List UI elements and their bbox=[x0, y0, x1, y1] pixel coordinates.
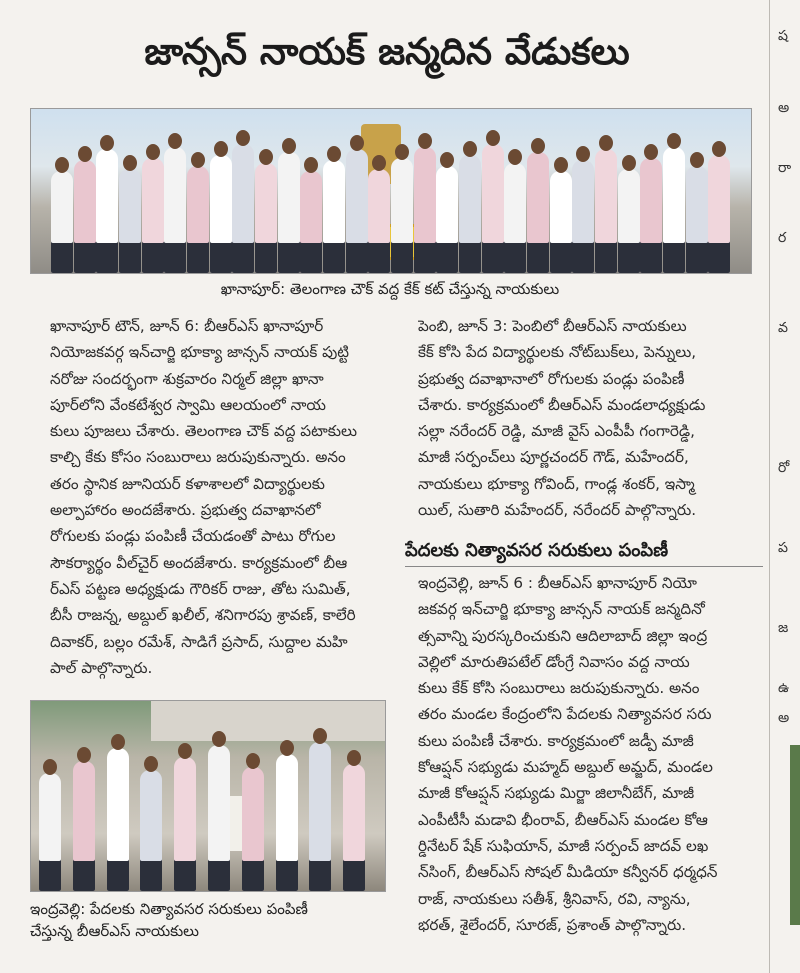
person-head bbox=[347, 750, 361, 766]
person-figure bbox=[618, 169, 640, 273]
person-figure bbox=[107, 748, 129, 891]
edge-glyph: రో bbox=[778, 460, 790, 476]
article-line: కులు కేక్ కోసి సంబురాలు జరుపుకున్నారు. అనం bbox=[418, 679, 700, 698]
article-line: త్సవాన్ని పురస్కరించుకుని ఆదిలాబాద్ జిల్లా ఇంద్ర bbox=[418, 626, 708, 645]
person-figure bbox=[142, 158, 164, 273]
person-head bbox=[282, 138, 296, 154]
person-figure bbox=[208, 745, 230, 891]
article-line: రాజ్, నాయకులు సతీశ్, శ్రీనివాస్, రవి, న్యాను, bbox=[418, 889, 691, 908]
person-head bbox=[259, 149, 273, 165]
person-head bbox=[146, 144, 160, 160]
person-figure bbox=[73, 761, 95, 891]
article-line: పూర్‌లోని వేంకటేశ్వర స్వామి ఆలయంలో నాయ bbox=[50, 395, 326, 414]
left-column-article bbox=[50, 313, 400, 681]
article-line: సల్లా నరేందర్ రెడ్డి, మాజీ వైస్ ఎంపీపీ గంగారెడ్డి, bbox=[418, 422, 695, 441]
edge-glyph: జ bbox=[778, 620, 789, 636]
edge-glyph: అ bbox=[778, 100, 790, 116]
person-head bbox=[144, 756, 158, 772]
person-head bbox=[644, 144, 658, 160]
person-head bbox=[667, 133, 681, 149]
person-figure bbox=[51, 171, 73, 273]
person-head bbox=[554, 157, 568, 173]
article-line: ప్రభుత్వ దవాఖానాలో రోగులకు పండ్లు పంపిణీ bbox=[418, 369, 685, 388]
person-head bbox=[486, 130, 500, 146]
person-head bbox=[622, 155, 636, 171]
article-line: తరం స్థానిక జూనియర్ కళాశాలలో విద్యార్థులకు bbox=[50, 474, 325, 493]
person-figure bbox=[309, 742, 331, 891]
person-head bbox=[440, 152, 454, 168]
person-figure bbox=[708, 155, 730, 273]
right-column-article-pembi bbox=[418, 313, 763, 523]
article-line: వెల్లిలో మారుతిపటేల్ డోంగ్రే నివాసం వద్ద నాయ bbox=[418, 652, 690, 671]
person-head bbox=[214, 141, 228, 157]
person-figure bbox=[343, 764, 365, 891]
person-figure bbox=[414, 147, 436, 273]
edge-glyph: ర bbox=[778, 230, 787, 246]
person-figure bbox=[300, 171, 322, 273]
person-figure bbox=[232, 144, 254, 273]
person-head bbox=[712, 141, 726, 157]
person-head bbox=[77, 747, 91, 763]
person-figure bbox=[39, 773, 61, 891]
top-photo-caption: ఖానాపూర్: తెలంగాణ చౌక్ వద్ద కేక్ కట్ చేస్తున్న నాయకులు bbox=[220, 280, 560, 298]
person-figure bbox=[436, 166, 458, 273]
person-head bbox=[280, 740, 294, 756]
article-line: రోగులకు పండ్లు పంపిణీ చేయడంతో పాటు రోగుల bbox=[50, 527, 336, 546]
person-head bbox=[191, 152, 205, 168]
article-line: తరం మండల కేంద్రంలోని పేదలకు నిత్యావసర సరు bbox=[418, 705, 712, 724]
tent-canopy bbox=[151, 701, 385, 741]
person-figure bbox=[595, 149, 617, 273]
article-line: ఎంపీటీసీ మడావి భీంరావ్, బీఆర్ఎస్ మండల కోఆ bbox=[418, 810, 708, 829]
person-head bbox=[372, 155, 386, 171]
person-figure bbox=[255, 163, 277, 273]
person-head bbox=[236, 130, 250, 146]
top-photo bbox=[30, 108, 752, 274]
adjacent-photo-edge bbox=[790, 745, 800, 925]
person-head bbox=[43, 759, 57, 775]
article-line: నియోజకవర్గ ఇన్‌చార్జి భూక్యా జాన్సన్ నాయక్ పుట్టి bbox=[50, 343, 349, 362]
article-line: కోఆప్షన్ సభ్యుడు మహ్మద్ అబ్దుల్ అమ్జద్, మండల bbox=[418, 758, 713, 777]
person-head bbox=[690, 152, 704, 168]
person-figure bbox=[74, 160, 96, 273]
article-line: మాజీ సర్పంచ్‌లు పూర్ణచందర్ గౌడ్, మహేందర్, bbox=[418, 448, 689, 467]
person-head bbox=[395, 144, 409, 160]
article-line: అల్పాహారం అందజేశారు. ప్రభుత్వ దవాఖానలో bbox=[50, 501, 321, 520]
person-head bbox=[418, 133, 432, 149]
article-line: ర్ఎస్ పట్టణ అధ్యక్షుడు గౌరికర్ రాజు, తోట సుమిత్, bbox=[50, 579, 351, 598]
person-figure bbox=[686, 166, 708, 273]
article-line: కులు పంపిణీ చేశారు. కార్యక్రమంలో జడ్పీ మాజీ bbox=[418, 731, 694, 750]
bottom-photo bbox=[30, 700, 386, 892]
person-figure bbox=[96, 149, 118, 273]
right-column-article-indravelli bbox=[418, 570, 763, 938]
caption-line: ఇంద్రవెల్లి: పేదలకు నిత్యావసర సరుకులు పంపిణీ bbox=[30, 900, 308, 918]
person-figure bbox=[346, 149, 368, 273]
person-head bbox=[78, 146, 92, 162]
article-line: కులు పూజలు చేశారు. తెలంగాణ చౌక్ వద్ద పటాకులు bbox=[50, 422, 357, 441]
person-figure bbox=[527, 152, 549, 273]
person-figure bbox=[663, 147, 685, 273]
person-head bbox=[350, 135, 364, 151]
person-figure bbox=[140, 770, 162, 891]
person-head bbox=[531, 138, 545, 154]
article-line: ర్డినేటర్ షేక్ సుఫియాన్, మాజీ సర్పంచ్ జాదవ్ లఖ bbox=[418, 836, 709, 855]
person-figure bbox=[640, 158, 662, 273]
person-figure bbox=[550, 171, 572, 273]
edge-glyph: రా bbox=[778, 160, 792, 176]
article-line: ఇంద్రవెల్లి, జూన్ 6 : బీఆర్ఎస్ ఖానాపూర్ నియో bbox=[418, 574, 697, 592]
person-figure bbox=[368, 169, 390, 273]
article-line: చేశారు. కార్యక్రమంలో బీఆర్ఎస్ మండలాధ్యక్షుడు bbox=[418, 395, 706, 414]
edge-glyph: అ bbox=[778, 710, 790, 726]
article-line: మాజీ కోఆప్షన్ సభ్యుడు మిర్జా జిలానీబేగ్, మాజీ bbox=[418, 784, 695, 803]
person-figure bbox=[174, 757, 196, 891]
person-figure bbox=[391, 158, 413, 273]
article-line: యిల్, సుతారి మహేందర్, నరేందర్ పాల్గొన్నారు. bbox=[418, 501, 697, 520]
edge-glyph: ష bbox=[778, 28, 788, 44]
person-figure bbox=[119, 169, 141, 273]
article-line: భరత్, శైలేందర్, సూరజ్, ప్రశాంత్ పాల్గొన్నారు. bbox=[418, 915, 687, 934]
person-figure bbox=[323, 160, 345, 273]
person-figure bbox=[482, 144, 504, 273]
person-head bbox=[304, 157, 318, 173]
article-line: ఖానాపూర్ టౌన్, జూన్ 6: బీఆర్ఎస్ ఖానాపూర్ bbox=[50, 317, 324, 335]
person-figure bbox=[276, 754, 298, 891]
person-figure bbox=[504, 163, 526, 273]
person-head bbox=[246, 753, 260, 769]
column-divider bbox=[769, 0, 770, 973]
subhead: పేదలకు నిత్యావసర సరుకులు పంపిణీ bbox=[405, 540, 669, 561]
person-head bbox=[123, 155, 137, 171]
caption-line: చేస్తున్న బీఆర్ఎస్ నాయకులు bbox=[30, 922, 199, 940]
person-head bbox=[168, 133, 182, 149]
person-figure bbox=[210, 155, 232, 273]
article-line: పెంబి, జూన్ 3: పెంబిలో బీఆర్ఎస్ నాయకులు bbox=[418, 317, 687, 335]
article-line: బీసీ రాజన్న, అబ్దుల్ ఖలీల్, శనిగారపు శ్రావణ్, కాలేరి bbox=[50, 606, 356, 625]
article-line: కేక్ కోసి పేద విద్యార్థులకు నోట్‌బుక్‌లు, పెన్నులు, bbox=[418, 343, 697, 362]
person-figure bbox=[459, 155, 481, 273]
person-head bbox=[463, 141, 477, 157]
article-line: కాల్చి కేకు కోసం సంబురాలు జరుపుకున్నారు. అనం bbox=[50, 448, 346, 467]
subhead-divider bbox=[405, 566, 763, 567]
headline: జాన్సన్ నాయక్ జన్మదిన వేడుకలు bbox=[144, 30, 630, 73]
person-head bbox=[313, 728, 327, 744]
person-figure bbox=[278, 152, 300, 273]
article-line: సౌకర్యార్థం వీల్‌చైర్ అందజేశారు. కార్యక్రమంలో బీఆ bbox=[50, 553, 348, 572]
person-figure bbox=[187, 166, 209, 273]
article-line: పాల్ పాల్గొన్నారు. bbox=[50, 658, 153, 677]
edge-glyph: వ bbox=[778, 320, 788, 336]
article-line: నాయకులు భూక్యా గోవింద్, గాండ్ల శంకర్, ఇస్మా bbox=[418, 474, 695, 493]
person-figure bbox=[242, 767, 264, 891]
article-line: న్‌సింగ్, బీఆర్ఎస్ సోషల్ మీడియా కన్వీనర్ ధర్మధన్ bbox=[418, 863, 718, 882]
article-line: జకవర్గ ఇన్‌చార్జి భూక్యా జాన్సన్ నాయక్ జన్మదినో bbox=[418, 600, 705, 619]
edge-glyph: ఉ bbox=[778, 680, 790, 696]
person-head bbox=[111, 734, 125, 750]
article-line: దివాకర్, బల్లం రమేశ్, సాడిగే ప్రసాద్, సుద్దాల మహి bbox=[50, 632, 348, 651]
bottom-photo-caption bbox=[30, 898, 384, 942]
article-line: నరోజు సందర్భంగా శుక్రవారం నిర్మల్ జిల్లా ఖానా bbox=[50, 369, 324, 388]
person-figure bbox=[572, 160, 594, 273]
person-head bbox=[212, 731, 226, 747]
edge-glyph: ప bbox=[778, 540, 788, 556]
person-figure bbox=[164, 147, 186, 273]
person-head bbox=[508, 149, 522, 165]
